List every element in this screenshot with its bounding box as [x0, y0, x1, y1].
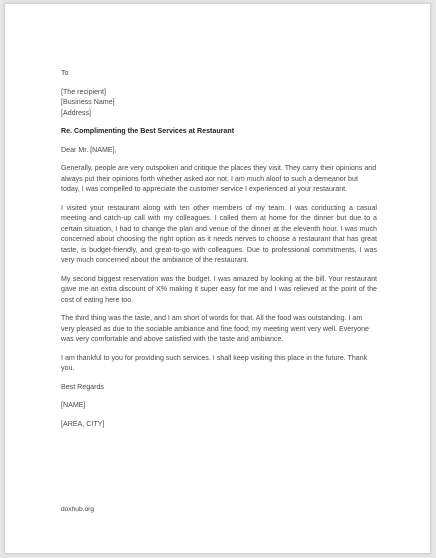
- paragraph-5: I am thankful to you for providing such services. I shall keep visiting this place in the future. Thank you.: [61, 353, 368, 372]
- to-label: [61, 68, 377, 79]
- paragraph-2: I visited your restaurant along with ten other members of my team. I was conducting a casual meeting and catch-up call with my colleagues. I called them at home for the dinner but due to a certain situation, I had to change the plan and venue of the dinner at the eleventh hour. I was much concerned about choosing the right option as it needs nerves to choose a restaurant that has great taste, is budget-friendly, and great-to-go with colleagues. Due to professional commitments, I was very much concerned about the ambiance of the restaurant.: [61, 203, 377, 264]
- paragraph-1: Generally, people are very outspoken and critique the places they visit. They carry their opinions and always put their opinions forth whether asked aor not. I am much aloof to such a demeanor but today, I was compelled to appreciate the customer service I experienced at your restaurant.: [61, 164, 377, 193]
- recipient-address-line: [Address]: [61, 108, 91, 117]
- subject-line: Re. Complimenting the Best Services at Restaurant: [61, 127, 235, 135]
- letter-body: [61, 68, 377, 437]
- letter-page: [4, 3, 431, 554]
- to-text: To: [61, 69, 69, 77]
- salutation: Dear Mr. [NAME],: [61, 145, 117, 154]
- sender-location: [AREA, CITY]: [61, 419, 105, 428]
- sender-name: [NAME]: [61, 401, 86, 409]
- paragraph-4: The third thing was the taste, and I am short of words for that. All the food was outstanding. I am very pleased as due to the sociable ambiance and fine food; my meeting went very well. Everyone was very comfortable and above satisfied with the taste and ambiance.: [61, 314, 369, 343]
- watermark-text: doxhub.org: [61, 506, 94, 513]
- closing: Best Regards: [61, 382, 104, 391]
- paragraph-3: My second biggest reservation was the budget. I was amazed by looking at the bill. Your restaurant gave me an extra discount of X% making it super easy for me and I was relieved at the point of the cost of eating here too.: [61, 274, 377, 304]
- recipient-business: [Business Name]: [61, 98, 115, 106]
- recipient-address: [61, 87, 377, 119]
- recipient-name: [The recipient]: [61, 87, 106, 96]
